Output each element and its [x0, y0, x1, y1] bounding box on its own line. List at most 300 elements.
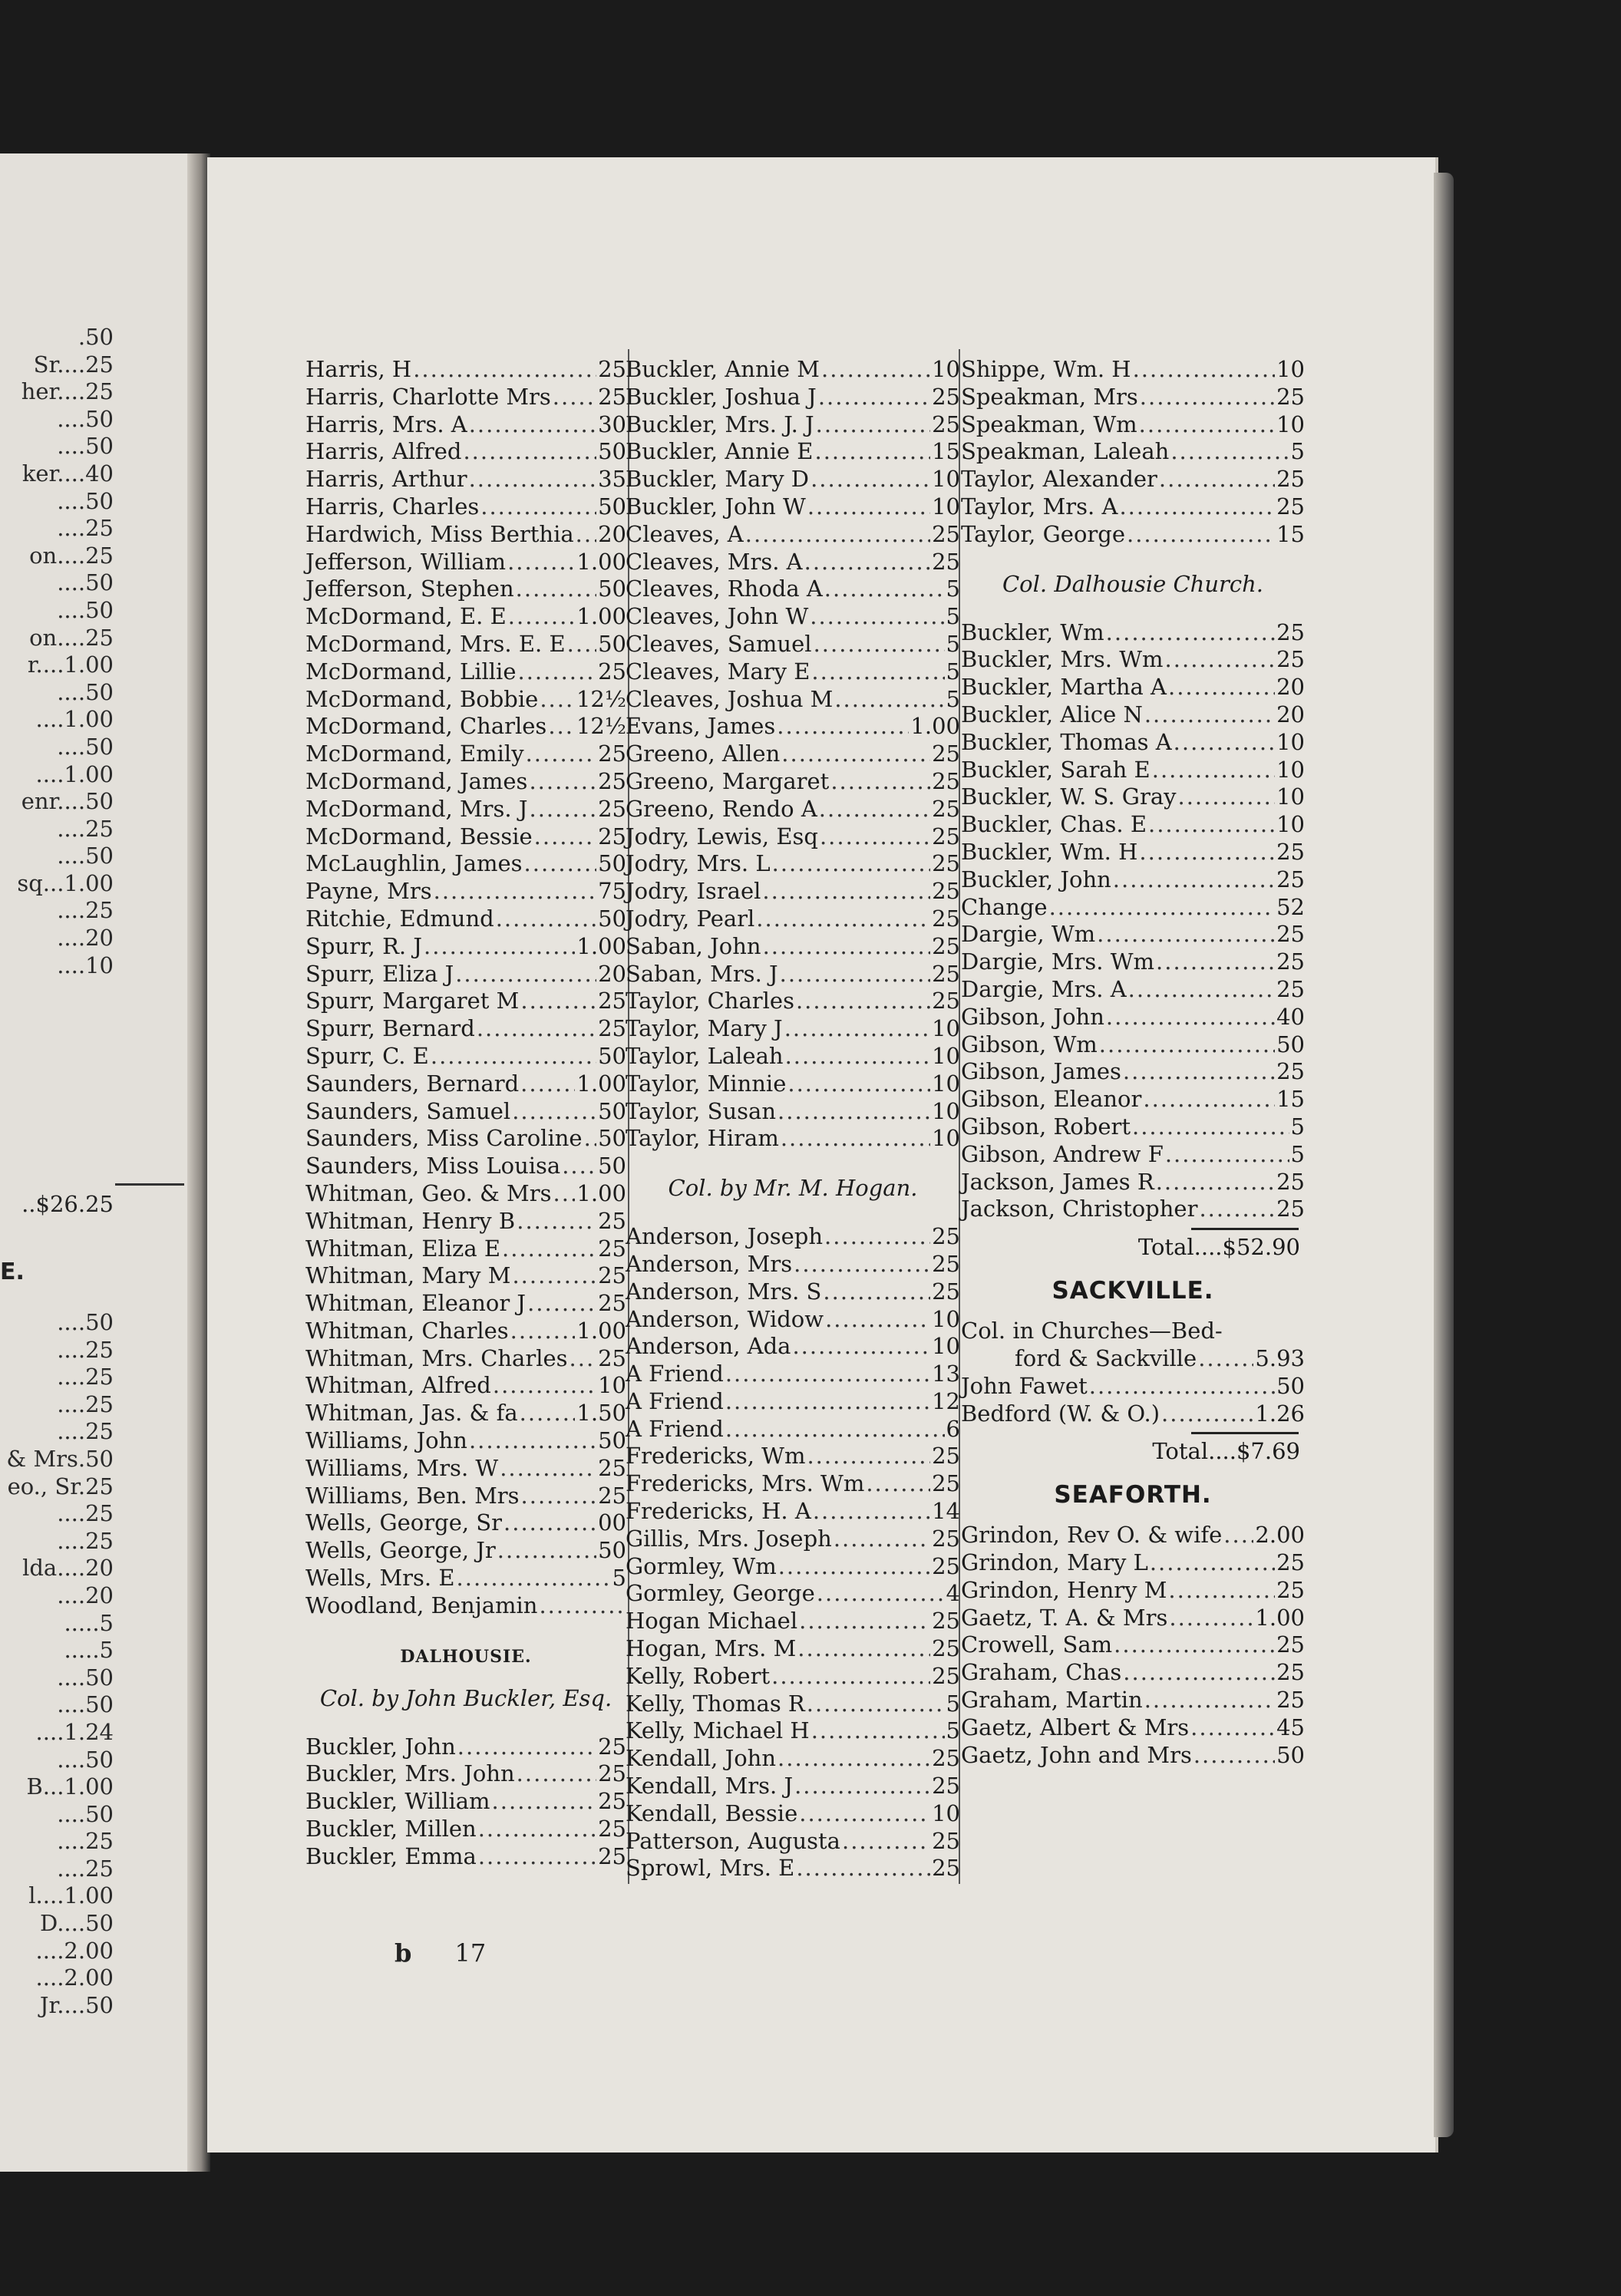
entry-amount: 25 — [1276, 1576, 1305, 1603]
list-entry — [626, 906, 960, 933]
entry-name: Whitman, Mary M — [305, 1262, 511, 1289]
entry-amount: 25 — [1276, 1549, 1305, 1576]
dot-leader — [539, 1592, 625, 1620]
previous-page-amount: ker....40 — [21, 460, 114, 487]
list-entry — [305, 1070, 626, 1098]
entry-name: Gibson, John — [961, 1003, 1104, 1030]
entry-name: McDormand, Bessie — [305, 823, 533, 849]
page-number: 17 — [454, 1938, 487, 1968]
dot-leader — [534, 823, 596, 851]
entry-name: Taylor, Alexander — [961, 466, 1157, 493]
entry-amount: 1.00 — [576, 1179, 626, 1206]
entry-name: McDormand, Bobbie — [305, 685, 539, 712]
dot-leader — [1161, 1400, 1253, 1428]
previous-page-amount: ....50 — [57, 1309, 114, 1335]
dot-leader — [493, 1372, 596, 1400]
entry-amount: 10 — [1276, 783, 1305, 810]
list-entry — [961, 839, 1305, 866]
dot-leader — [787, 1070, 930, 1098]
previous-page-amount: ....1.24 — [35, 1718, 114, 1745]
entry-amount: 25 — [932, 1525, 960, 1552]
list-entry — [305, 1509, 626, 1537]
entry-name: Taylor, Hiram — [626, 1125, 779, 1152]
dot-leader — [526, 741, 597, 768]
column-1-entries — [305, 356, 626, 1620]
entry-amount: 10 — [932, 1125, 960, 1152]
list-entry — [626, 988, 960, 1015]
dot-leader — [1128, 976, 1275, 1004]
dot-leader — [725, 1388, 930, 1416]
dot-leader — [813, 1498, 930, 1526]
dot-leader — [1178, 783, 1276, 811]
list-entry — [626, 796, 960, 823]
list-entry — [626, 768, 960, 796]
entry-name: Saban, Mrs. J — [626, 960, 778, 987]
dot-leader — [777, 713, 909, 741]
entry-name: Kelly, Robert — [626, 1662, 771, 1689]
entry-name: Anderson, Joseph — [626, 1223, 824, 1250]
list-entry — [626, 411, 960, 439]
entry-name: Hardwich, Miss Berthia — [305, 520, 574, 547]
total-dalhousie: Total....$52.90 — [1137, 1234, 1300, 1261]
entry-amount: 50 — [1276, 1031, 1305, 1057]
entry-amount: 25 — [932, 878, 960, 905]
entry-name: Grindon, Rev O. & wife — [961, 1522, 1223, 1549]
list-entry — [626, 933, 960, 961]
entry-name: Buckler, Mrs. Wm — [961, 646, 1164, 673]
entry-amount: 20 — [1276, 674, 1305, 701]
entry-name: Harris, Alfred — [305, 438, 462, 465]
entry-name: Buckler, John W — [626, 493, 806, 520]
dot-leader — [576, 521, 596, 549]
dot-leader — [756, 906, 930, 933]
dot-leader — [807, 1443, 930, 1470]
list-entry — [305, 1098, 626, 1126]
list-entry — [305, 1734, 626, 1761]
dot-leader — [1168, 1577, 1275, 1605]
entry-amount: 50 — [598, 630, 626, 657]
subheading-dalhousie-church: Col. Dalhousie Church. — [1002, 570, 1264, 597]
dot-leader — [1106, 1004, 1275, 1031]
list-entry — [961, 701, 1305, 729]
list-entry — [626, 1663, 960, 1691]
dot-leader — [816, 411, 930, 439]
entry-name: Gibson, Robert — [961, 1113, 1131, 1140]
dot-leader — [500, 1455, 596, 1483]
list-entry — [961, 438, 1305, 466]
list-entry — [626, 1773, 960, 1800]
list-entry — [626, 1470, 960, 1498]
dot-leader — [1156, 1169, 1275, 1196]
list-entry — [626, 1800, 960, 1828]
previous-page-amount: ....50 — [57, 1691, 114, 1718]
list-entry — [626, 823, 960, 851]
previous-page-amount: .....5 — [64, 1609, 114, 1636]
entry-name: Harris, Charlotte Mrs — [305, 383, 551, 410]
dot-leader — [1150, 1549, 1275, 1577]
list-entry — [305, 823, 626, 851]
entry-amount: 25 — [1276, 866, 1305, 892]
previous-page-amount: ....50 — [57, 596, 114, 623]
entry-name: Dargie, Wm — [961, 921, 1096, 948]
dot-leader — [520, 988, 596, 1015]
entry-name: Cleaves, A — [626, 520, 744, 547]
previous-page-amount: lda....20 — [22, 1555, 114, 1582]
list-entry — [305, 796, 626, 823]
entry-amount: 25 — [1276, 838, 1305, 865]
entry-name: Buckler, Millen — [305, 1816, 477, 1842]
list-entry — [305, 1318, 626, 1345]
entry-amount: 10 — [932, 493, 960, 520]
entry-name: McDormand, E. E — [305, 603, 507, 630]
list-entry — [961, 1113, 1305, 1141]
entry-amount: 10 — [932, 466, 960, 493]
dot-leader — [807, 1691, 945, 1718]
entry-amount: 25 — [932, 960, 960, 987]
dot-leader — [1123, 1659, 1275, 1687]
entry-name: Buckler, Chas. E — [961, 811, 1147, 838]
dot-leader — [431, 1043, 596, 1070]
entry-amount: 52 — [1276, 893, 1305, 920]
previous-page-amount: ....50 — [57, 1800, 114, 1827]
entry-name: Kendall, Bessie — [626, 1800, 798, 1826]
dot-leader — [796, 1855, 930, 1882]
list-entry — [961, 619, 1305, 647]
entry-amount: 12 — [932, 1387, 960, 1414]
dot-leader — [524, 850, 597, 878]
list-entry — [626, 1553, 960, 1581]
list-entry — [305, 1015, 626, 1043]
entry-amount: 5 — [1290, 438, 1305, 465]
entry-name: Evans, James — [626, 713, 776, 740]
entry-name: Whitman, Eleanor J — [305, 1290, 527, 1317]
entry-amount: 50 — [598, 493, 626, 520]
previous-page-amount: ....20 — [57, 925, 114, 952]
dot-leader — [1143, 1086, 1275, 1113]
list-entry — [305, 384, 626, 411]
entry-amount: 50 — [598, 1042, 626, 1069]
entry-name: Cleaves, John W — [626, 603, 809, 630]
entry-name: Buckler, John — [305, 1733, 456, 1760]
list-entry — [626, 603, 960, 631]
dot-leader — [814, 438, 930, 466]
list-entry — [626, 1098, 960, 1126]
dot-leader — [1133, 356, 1276, 384]
list-entry — [961, 1687, 1305, 1714]
list-entry — [305, 686, 626, 714]
entry-amount: 25 — [932, 1223, 960, 1250]
dot-leader — [810, 603, 944, 631]
list-entry — [305, 1537, 626, 1565]
entry-name: Taylor, Mrs. A — [961, 493, 1118, 520]
dot-leader — [477, 1015, 596, 1043]
entry-name: Taylor, Laleah — [626, 1042, 784, 1069]
entry-amount: 25 — [1276, 466, 1305, 493]
entry-amount: 25 — [598, 1207, 626, 1234]
dot-leader — [517, 1760, 596, 1788]
list-entry — [626, 850, 960, 878]
list-entry — [626, 1745, 960, 1773]
list-entry — [305, 1592, 626, 1620]
entry-amount: 1.00 — [910, 713, 960, 740]
list-entry — [626, 1278, 960, 1306]
list-entry — [626, 1635, 960, 1663]
entry-name: Jackson, James R — [961, 1168, 1154, 1195]
previous-page — [0, 153, 198, 2172]
list-entry — [961, 811, 1305, 839]
entry-name: Buckler, Emma — [305, 1842, 477, 1869]
entry-amount: 75 — [598, 878, 626, 905]
dot-leader — [1139, 411, 1275, 439]
entry-name: Graham, Martin — [961, 1687, 1143, 1714]
previous-page-amount: B...1.00 — [26, 1773, 114, 1800]
list-entry — [305, 521, 626, 549]
list-entry — [305, 658, 626, 686]
list-entry — [305, 1180, 626, 1208]
column-2 — [626, 356, 960, 1882]
list-entry — [305, 1372, 626, 1400]
entry-amount: 25 — [932, 411, 960, 437]
list-entry — [305, 1816, 626, 1843]
dot-leader — [434, 878, 596, 906]
entry-name: Gibson, Eleanor — [961, 1086, 1142, 1113]
entry-name: Saunders, Samuel — [305, 1097, 511, 1124]
list-entry — [305, 411, 626, 439]
entry-name: Buckler, Sarah E — [961, 756, 1151, 783]
dot-leader — [512, 1262, 596, 1290]
entry-name: Anderson, Mrs. S — [626, 1278, 822, 1305]
previous-page-amount: ....25 — [57, 1364, 114, 1390]
entry-name: Gibson, James — [961, 1058, 1121, 1085]
entry-amount: 25 — [932, 741, 960, 767]
entry-name: Taylor, Mary J — [626, 1015, 783, 1042]
dot-leader — [1168, 674, 1275, 701]
entry-amount: 25 — [1276, 1659, 1305, 1686]
list-entry — [626, 658, 960, 686]
entry-name: Cleaves, Samuel — [626, 630, 812, 657]
list-entry — [961, 1659, 1305, 1687]
sackville-entries — [961, 1373, 1305, 1428]
entry-amount: 12½ — [576, 713, 626, 740]
dot-leader — [548, 713, 575, 741]
entry-amount: 50 — [598, 438, 626, 465]
entry-name: Greeno, Allen — [626, 741, 781, 767]
entry-name: Grindon, Henry M — [961, 1576, 1167, 1603]
list-entry — [626, 1580, 960, 1608]
dot-leader — [516, 576, 596, 603]
entry-name: Saunders, Miss Caroline — [305, 1125, 583, 1152]
previous-page-amount: r....1.00 — [27, 652, 114, 678]
entry-amount: 25 — [598, 1788, 626, 1815]
entry-name: Fredericks, Wm — [626, 1443, 806, 1470]
list-entry — [626, 384, 960, 411]
previous-page-amount: ....25 — [57, 1390, 114, 1417]
entry-name: Saunders, Bernard — [305, 1070, 520, 1097]
dot-leader — [777, 1098, 930, 1126]
entry-name: McLaughlin, James — [305, 850, 523, 877]
entry-name: Jodry, Lewis, Esq — [626, 823, 818, 849]
list-entry — [305, 1455, 626, 1483]
entry-name: Dargie, Mrs. Wm — [961, 948, 1155, 975]
entry-amount: 5 — [946, 685, 960, 712]
entry-name: Jodry, Mrs. L — [626, 850, 771, 877]
entry-amount: 1.00 — [576, 1070, 626, 1097]
entry-name: Anderson, Ada — [626, 1333, 791, 1360]
sackville-churches-line: Col. in Churches—Bed- — [961, 1318, 1223, 1344]
list-entry — [961, 1549, 1305, 1577]
entry-name: A Friend — [626, 1361, 724, 1387]
section-heading-dalhousie: DALHOUSIE. — [400, 1646, 532, 1667]
entry-name: Taylor, Charles — [626, 988, 794, 1014]
previous-page-total-rule — [115, 1183, 184, 1186]
dot-leader — [1170, 438, 1289, 466]
list-entry — [305, 878, 626, 906]
entry-amount: 1.00 — [1255, 1604, 1305, 1631]
dot-leader — [455, 961, 596, 988]
previous-page-amount: ....50 — [57, 733, 114, 760]
entry-amount: 25 — [932, 1855, 960, 1882]
entry-name: Harris, Mrs. A — [305, 411, 467, 437]
dot-leader — [518, 658, 597, 686]
previous-page-amount: enr....50 — [21, 788, 114, 815]
entry-name: Sprowl, Mrs. E — [626, 1855, 795, 1882]
dot-leader — [818, 384, 930, 411]
list-entry — [305, 1208, 626, 1235]
list-entry — [961, 1577, 1305, 1605]
entry-amount: 1.00 — [576, 548, 626, 575]
list-entry — [626, 1015, 960, 1043]
entry-amount: 10 — [1276, 356, 1305, 382]
dot-leader — [799, 1800, 930, 1828]
entry-amount: 25 — [932, 383, 960, 410]
entry-name: Jefferson, William — [305, 548, 507, 575]
subheading-hogan: Col. by Mr. M. Hogan. — [668, 1175, 918, 1202]
dot-leader — [817, 1580, 945, 1608]
list-entry — [961, 521, 1305, 549]
list-entry — [305, 1125, 626, 1153]
dot-leader — [1144, 1687, 1275, 1714]
previous-page-amount: ....50 — [57, 1746, 114, 1773]
entry-name: Gaetz, T. A. & Mrs — [961, 1604, 1168, 1631]
entry-amount: 25 — [598, 1816, 626, 1842]
list-entry — [626, 1333, 960, 1361]
previous-page-amount: ....50 — [57, 1664, 114, 1691]
list-entry — [961, 1169, 1305, 1196]
list-entry — [305, 1153, 626, 1180]
previous-page-amount: ....25 — [57, 1500, 114, 1527]
list-entry — [305, 1788, 626, 1816]
entry-amount: 1.00 — [576, 603, 626, 630]
entry-name: Cleaves, Mrs. A — [626, 548, 803, 575]
entry-amount: 25 — [598, 658, 626, 685]
entry-amount: 1.00 — [576, 932, 626, 959]
dot-leader — [834, 686, 944, 714]
dot-leader — [804, 549, 930, 576]
entry-amount: 25 — [1276, 975, 1305, 1002]
entry-name: McDormand, James — [305, 767, 528, 794]
entry-name: Buckler, Joshua J — [626, 383, 817, 410]
dot-leader — [520, 1070, 575, 1098]
entry-amount: 25 — [1276, 619, 1305, 645]
dot-leader — [745, 521, 930, 549]
previous-page-amount: ....25 — [57, 1527, 114, 1554]
previous-page-amount: ....10 — [57, 952, 114, 978]
list-entry — [626, 686, 960, 714]
entry-name: Gormley, George — [626, 1580, 815, 1607]
entry-amount: 25 — [1276, 493, 1305, 520]
entry-amount: 25 — [1276, 921, 1305, 948]
entry-amount: 2.00 — [1255, 1522, 1305, 1549]
list-entry — [305, 1760, 626, 1788]
entry-amount: 20 — [598, 960, 626, 987]
entry-amount: 30 — [598, 411, 626, 437]
entry-name: Hogan Michael — [626, 1608, 798, 1635]
entry-amount: 25 — [932, 1745, 960, 1772]
list-entry — [626, 713, 960, 741]
entry-name: Wells, George, Sr — [305, 1509, 503, 1536]
entry-amount: 25 — [598, 1454, 626, 1481]
dot-leader — [1106, 619, 1275, 647]
entry-name: Buckler, Annie M — [626, 356, 820, 382]
list-entry — [626, 466, 960, 493]
dot-leader — [819, 796, 930, 823]
list-entry — [305, 493, 626, 521]
dot-leader — [1123, 1058, 1275, 1086]
list-entry — [626, 576, 960, 603]
column-3 — [961, 356, 1305, 1769]
entry-name: Gormley, Wm — [626, 1552, 777, 1579]
entry-name: Dargie, Mrs. A — [961, 975, 1127, 1002]
dot-leader — [1113, 866, 1275, 894]
previous-page-amount: ....50 — [57, 678, 114, 705]
list-entry — [626, 1717, 960, 1745]
list-entry — [305, 438, 626, 466]
entry-amount: 50 — [1276, 1741, 1305, 1768]
dot-leader — [834, 1526, 930, 1553]
list-entry — [961, 976, 1305, 1004]
entry-amount: 25 — [1276, 1168, 1305, 1195]
entry-amount: 5 — [946, 576, 960, 602]
dot-leader — [823, 1278, 930, 1306]
entry-amount: 6 — [946, 1415, 960, 1442]
dot-leader — [785, 1043, 931, 1070]
dot-leader — [811, 658, 944, 686]
entry-amount: 25 — [598, 988, 626, 1014]
entry-amount: 35 — [598, 466, 626, 493]
entry-name: Harris, Charles — [305, 493, 480, 520]
entry-name: Spurr, C. E — [305, 1042, 429, 1069]
entry-name: Whitman, Mrs. Charles — [305, 1344, 568, 1371]
previous-page-amount: l....1.00 — [28, 1882, 114, 1909]
previous-page-amount: on....25 — [29, 542, 114, 569]
entry-name: Williams, Mrs. W — [305, 1454, 499, 1481]
list-entry — [305, 1235, 626, 1263]
entry-name: Buckler, Wm — [961, 619, 1104, 645]
entry-name: Buckler, Mary D — [626, 466, 810, 493]
dot-leader — [811, 1717, 945, 1745]
dot-leader — [512, 1098, 596, 1126]
list-entry — [305, 961, 626, 988]
column-2-entries-hogan — [626, 1223, 960, 1882]
dot-leader — [457, 1734, 596, 1761]
list-entry — [305, 1290, 626, 1318]
previous-page-amount: on....25 — [29, 624, 114, 651]
total-sackville: Total....$7.69 — [1152, 1438, 1300, 1465]
entry-name: McDormand, Mrs. J — [305, 795, 528, 822]
previous-page-amounts-top — [0, 324, 114, 979]
entry-amount: 5 — [1290, 1140, 1305, 1167]
entry-amount: 50 — [598, 576, 626, 602]
